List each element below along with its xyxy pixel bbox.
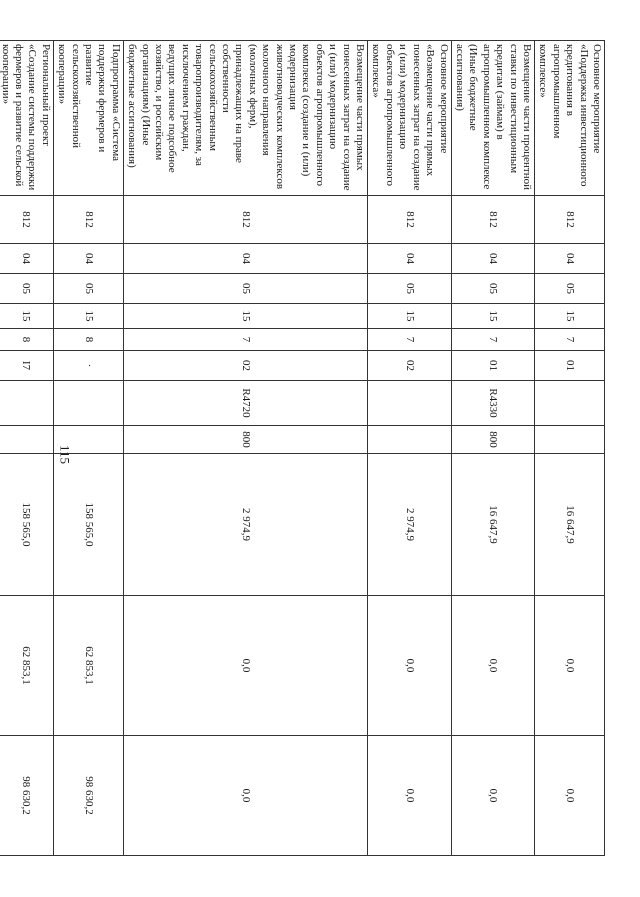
row-program: 15	[0, 304, 53, 329]
row-subsection: 05	[53, 274, 123, 304]
row-ministry-code: 812	[451, 196, 534, 244]
row-expense-type: 800	[123, 426, 367, 454]
table-row	[123, 41, 367, 856]
row-activity: I7	[0, 351, 53, 381]
table-row	[53, 41, 123, 856]
row-amount-2: 0,0	[534, 596, 604, 736]
row-subsection: 05	[0, 274, 53, 304]
row-activity: ·	[53, 351, 123, 381]
table-row	[0, 41, 53, 856]
row-activity: 02	[368, 351, 451, 381]
row-ministry-code: 812	[123, 196, 367, 244]
row-subprogram: 7	[534, 329, 604, 351]
row-subprogram: 8	[53, 329, 123, 351]
table-row	[368, 41, 451, 856]
row-name: Основное мероприятие «Поддержка инвестиционного кредитования в агропромышленном комплексе»	[534, 41, 604, 196]
row-name: Основное мероприятие «Возмещение части прямых понесенных затрат на создание и (или) модернизацию объектов агропромышленного комплекса»	[368, 41, 451, 196]
row-name: Региональный проект «Создание системы поддержки фермеров и развитие сельской кооперации»	[0, 41, 53, 196]
row-amount-3: 98 630,2	[0, 736, 53, 856]
row-amount-1: 2 974,9	[368, 454, 451, 596]
row-subsection: 05	[451, 274, 534, 304]
row-section: 04	[451, 244, 534, 274]
budget-table	[0, 40, 605, 856]
row-program: 15	[534, 304, 604, 329]
row-subsection: 05	[534, 274, 604, 304]
row-amount-2: 0,0	[123, 596, 367, 736]
row-program: 15	[368, 304, 451, 329]
row-subprogram: 8	[0, 329, 53, 351]
row-subsection: 05	[368, 274, 451, 304]
row-amount-2: 62 853,1	[53, 596, 123, 736]
row-subprogram: 7	[451, 329, 534, 351]
row-expense-type	[0, 426, 53, 454]
row-target-code: R4330	[451, 381, 534, 426]
row-ministry-code: 812	[0, 196, 53, 244]
row-section: 04	[368, 244, 451, 274]
row-name: Подпрограмма «Система поддержки фермеров и развитие сельскохозяйственной кооперации»	[53, 41, 123, 196]
row-amount-3: 0,0	[534, 736, 604, 856]
row-expense-type	[368, 426, 451, 454]
row-target-code: R4720	[123, 381, 367, 426]
row-name: Возмещение части прямых понесенных затрат на создание и (или) модернизацию объектов агропромышленного комплекса (создание и (или) модернизация животноводческих комплексов молочного направления (молочных ферм), принадлежащих на праве собственности сельскохозяйственным товаропроизводителям, за исключением граждан, ведущих личное подсобное хозяйство, и российским организациям) (Иные бюджетные ассигнования)	[123, 41, 367, 196]
row-expense-type: 800	[451, 426, 534, 454]
row-expense-type	[534, 426, 604, 454]
table-row	[451, 41, 534, 856]
row-amount-1: 2 974,9	[123, 454, 367, 596]
row-amount-2: 62 853,1	[0, 596, 53, 736]
row-subprogram: 7	[368, 329, 451, 351]
row-program: 15	[53, 304, 123, 329]
row-expense-type	[53, 426, 123, 454]
row-activity: 01	[534, 351, 604, 381]
row-activity: 01	[451, 351, 534, 381]
row-target-code	[534, 381, 604, 426]
row-target-code	[53, 381, 123, 426]
row-target-code	[0, 381, 53, 426]
row-amount-3: 0,0	[368, 736, 451, 856]
row-ministry-code: 812	[368, 196, 451, 244]
row-subprogram: 7	[123, 329, 367, 351]
row-amount-2: 0,0	[368, 596, 451, 736]
row-name: Возмещение части процентной ставки по инвестиционным кредитам (займам) в агропромышленном комплексе (Иные бюджетные ассигнования)	[451, 41, 534, 196]
row-amount-1: 16 647,9	[534, 454, 604, 596]
row-ministry-code: 812	[53, 196, 123, 244]
row-target-code	[368, 381, 451, 426]
row-ministry-code: 812	[534, 196, 604, 244]
page-number: 115	[57, 444, 73, 465]
row-amount-3: 0,0	[123, 736, 367, 856]
row-section: 04	[0, 244, 53, 274]
row-section: 04	[534, 244, 604, 274]
row-amount-1: 158 565,0	[53, 454, 123, 596]
row-subsection: 05	[123, 274, 367, 304]
row-amount-1: 16 647,9	[451, 454, 534, 596]
table-row	[534, 41, 604, 856]
row-amount-3: 98 630,2	[53, 736, 123, 856]
row-section: 04	[123, 244, 367, 274]
row-amount-2: 0,0	[451, 596, 534, 736]
row-program: 15	[451, 304, 534, 329]
row-activity: 02	[123, 351, 367, 381]
row-program: 15	[123, 304, 367, 329]
row-amount-3: 0,0	[451, 736, 534, 856]
row-section: 04	[53, 244, 123, 274]
row-amount-1: 158 565,0	[0, 454, 53, 596]
